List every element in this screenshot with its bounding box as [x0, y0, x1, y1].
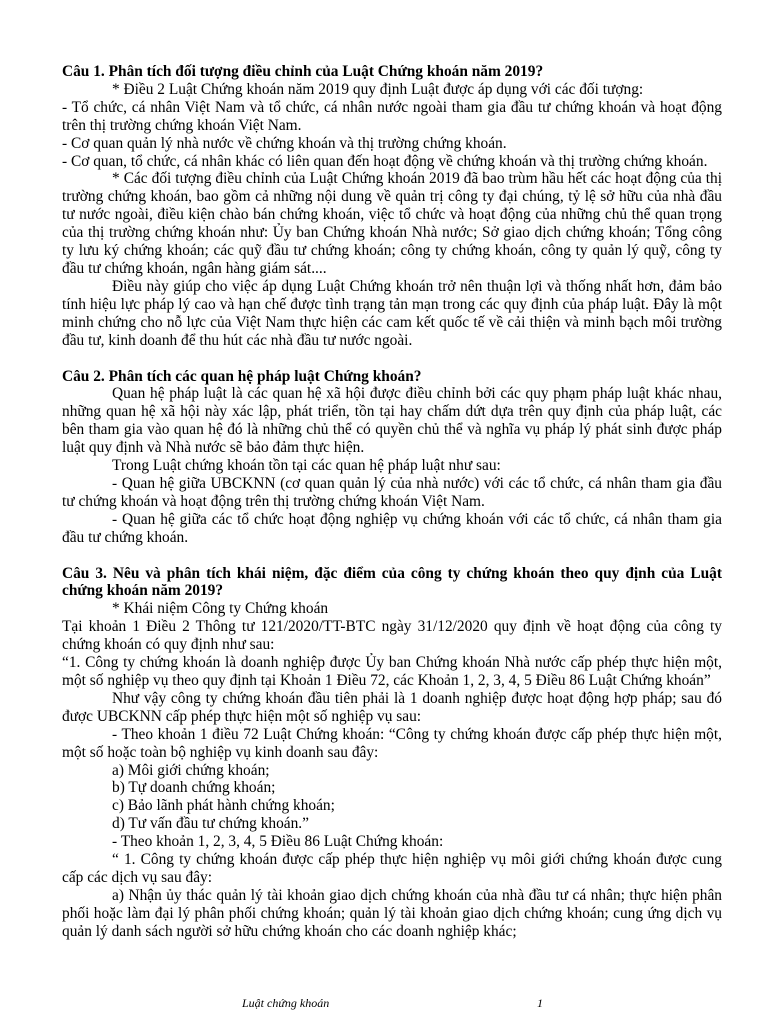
document-body: [62, 63, 722, 941]
paragraph: - Theo khoản 1, 2, 3, 4, 5 Điều 86 Luật Chứng khoán:: [112, 833, 444, 851]
paragraph: - Theo khoản 1 điều 72 Luật Chứng khoán: “Công ty chứng khoán được cấp phép thực hiện một, một số hoặc toàn bộ nghiệp vụ kinh doanh sau đây:: [62, 725, 722, 761]
question-2-heading: Câu 2. Phân tích các quan hệ pháp luật Chứng khoán?: [62, 367, 422, 385]
page-footer: [0, 995, 768, 1015]
paragraph: Quan hệ pháp luật là các quan hệ xã hội được điều chỉnh bởi các quy phạm pháp luật khác nhau, những quan hệ xã hội này xác lập, phát triển, tồn tại hay chấm dứt dựa trên quy định của pháp luật, các bên tham gia vào quan hệ đó là những chủ thể có quyền chủ thể và nghĩa vụ pháp lý phát sinh được pháp luật quy định và Nhà nước sẽ bảo đảm thực hiện.: [62, 385, 722, 457]
spacer: [62, 547, 722, 565]
paragraph: * Điều 2 Luật Chứng khoán năm 2019 quy định Luật được áp dụng với các đối tượng:: [112, 80, 644, 98]
question-3-heading: Câu 3. Nêu và phân tích khái niệm, đặc điểm của công ty chứng khoán theo quy định của Luật chứng khoán năm 2019?: [62, 564, 722, 600]
list-item: - Tổ chức, cá nhân Việt Nam và tổ chức, cá nhân nước ngoài tham gia đầu tư chứng khoán và hoạt động trên thị trường chứng khoán Việt Nam.: [62, 98, 722, 134]
list-item: d) Tư vấn đầu tư chứng khoán.”: [112, 815, 309, 833]
paragraph: * Các đối tượng điều chỉnh của Luật Chứng khoán 2019 đã bao trùm hầu hết các hoạt động của thị trường chứng khoán, bao gồm cả những nội dung về quản trị công ty đại chúng, tỷ lệ sở hữu của nhà đầu tư nước ngoài, điều kiện chào bán chứng khoán, việc tổ chức và hoạt động của những chủ thể quan trọng của thị trường chứng khoán như: Ủy ban Chứng khoán Nhà nước; Sở giao dịch chứng khoán; Tổng công ty lưu ký chứng khoán; các quỹ đầu tư chứng khoán; công ty chứng khoán, công ty quản lý quỹ, công ty đầu tư chứng khoán, ngân hàng giám sát....: [62, 170, 722, 277]
paragraph: Điều này giúp cho việc áp dụng Luật Chứng khoán trở nên thuận lợi và thống nhất hơn, đảm bảo tính hiệu lực pháp lý cao và hạn chế được tình trạng tản mạn trong các quy định của pháp luật. Đây là một minh chứng cho nỗ lực của Việt Nam thực hiện các cam kết quốc tế về cải thiện và minh bạch môi trường đầu tư, kinh doanh để thu hút các nhà đầu tư nước ngoài.: [62, 277, 722, 349]
list-item: - Cơ quan, tổ chức, cá nhân khác có liên quan đến hoạt động về chứng khoán và thị trường chứng khoán.: [62, 152, 708, 170]
list-item: c) Bảo lãnh phát hành chứng khoán;: [112, 797, 335, 815]
list-item: - Cơ quan quản lý nhà nước về chứng khoán và thị trường chứng khoán.: [62, 134, 507, 152]
paragraph: a) Nhận ủy thác quản lý tài khoản giao dịch chứng khoán của nhà đầu tư cá nhân; thực hiện phân phối hoặc làm đại lý phân phối chứng khoán; quản lý tài khoản giao dịch chứng khoán; cung ứng dịch vụ quản lý danh sách người sở hữu chứng khoán cho các doanh nghiệp khác;: [62, 886, 722, 940]
list-item: - Quan hệ giữa các tổ chức hoạt động nghiệp vụ chứng khoán với các tổ chức, cá nhân tham gia đầu tư chứng khoán.: [62, 510, 722, 546]
spacer: [62, 350, 722, 368]
paragraph: Trong Luật chứng khoán tồn tại các quan hệ pháp luật như sau:: [112, 457, 501, 475]
footer-title: Luật chứng khoán: [242, 996, 330, 1010]
page-number: 1: [537, 996, 543, 1010]
paragraph: * Khái niệm Công ty Chứng khoán: [112, 600, 329, 618]
question-1-heading: Câu 1. Phân tích đối tượng điều chỉnh của Luật Chứng khoán năm 2019?: [62, 63, 544, 80]
paragraph: Tại khoản 1 Điều 2 Thông tư 121/2020/TT-BTC ngày 31/12/2020 quy định về hoạt động của công ty chứng khoán có quy định như sau:: [62, 618, 722, 654]
quote-paragraph: “ 1. Công ty chứng khoán được cấp phép thực hiện nghiệp vụ môi giới chứng khoán được cung cấp các dịch vụ sau đây:: [62, 851, 722, 886]
paragraph: Như vậy công ty chứng khoán đầu tiên phải là 1 doanh nghiệp được hoạt động hợp pháp; sau đó được UBCKNN cấp phép thực hiện một số nghiệp vụ sau:: [62, 689, 722, 725]
list-item: a) Môi giới chứng khoán;: [112, 761, 270, 779]
list-item: - Quan hệ giữa UBCKNN (cơ quan quản lý của nhà nước) với các tổ chức, cá nhân tham gia đầu tư chứng khoán và hoạt động trên thị trường chứng khoán Việt Nam.: [62, 474, 722, 510]
quote-paragraph: “1. Công ty chứng khoán là doanh nghiệp được Ủy ban Chứng khoán Nhà nước cấp phép thực hiện một, một số nghiệp vụ theo quy định tại Khoản 1 Điều 72, các Khoản 1, 2, 3, 4, 5 Điều 86 Luật Chứng khoán”: [62, 654, 722, 689]
list-item: b) Tự doanh chứng khoán;: [112, 779, 276, 797]
